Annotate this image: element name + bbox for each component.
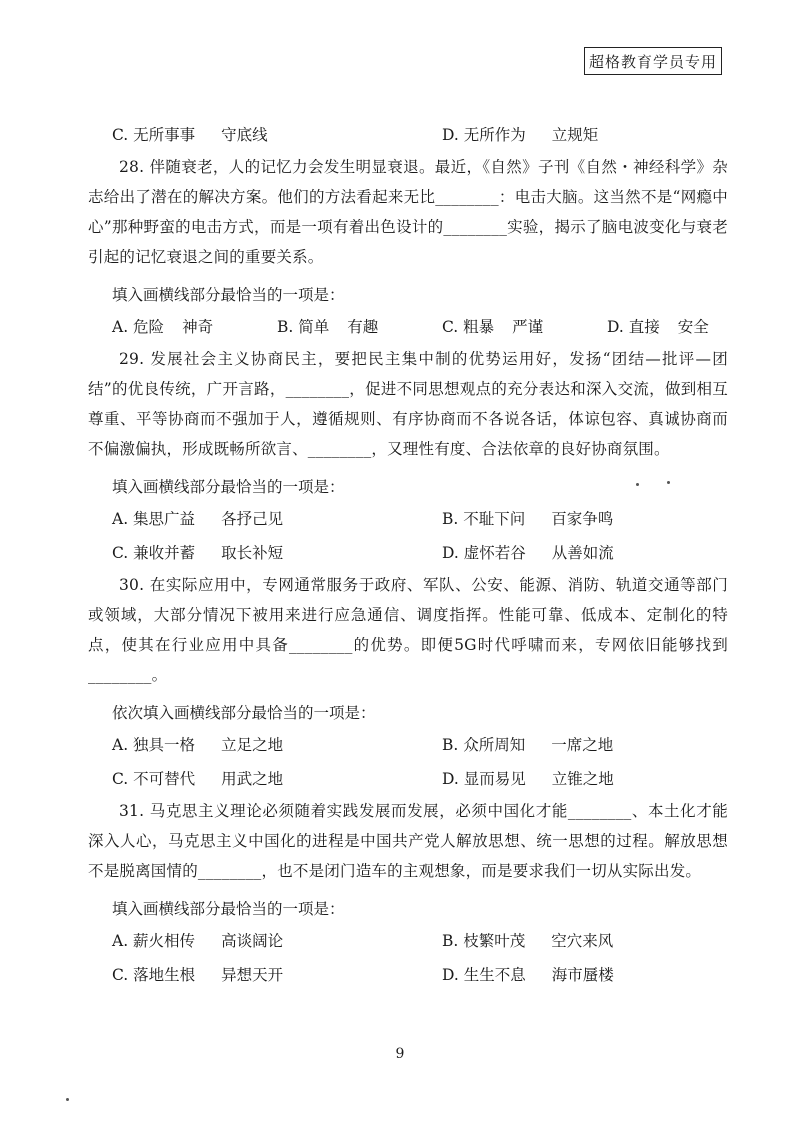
option-item bbox=[442, 536, 752, 570]
option-item bbox=[442, 958, 752, 992]
option-second-word: 各抒己见 bbox=[221, 510, 284, 528]
option-list bbox=[112, 310, 728, 344]
option-item bbox=[112, 536, 442, 570]
scan-speck bbox=[66, 1098, 69, 1101]
option-second-word: 立足之地 bbox=[221, 736, 284, 754]
option-label: B. 众所周知 bbox=[442, 736, 526, 754]
question-block bbox=[88, 796, 728, 992]
option-second-word: 有趣 bbox=[347, 318, 379, 336]
question-block bbox=[88, 344, 728, 570]
option-item bbox=[442, 924, 752, 958]
option-label: D. 生生不息 bbox=[442, 966, 526, 984]
option-list bbox=[112, 118, 728, 152]
option-item bbox=[112, 310, 277, 344]
option-label: D. 虚怀若谷 bbox=[442, 544, 526, 562]
option-label: B. 简单 bbox=[277, 318, 330, 336]
option-item bbox=[442, 502, 752, 536]
option-second-word: 取长补短 bbox=[221, 544, 284, 562]
option-item bbox=[277, 310, 442, 344]
option-second-word: 一席之地 bbox=[551, 736, 614, 754]
option-label: D. 无所作为 bbox=[442, 126, 526, 144]
question-block bbox=[88, 152, 728, 344]
option-list bbox=[112, 924, 728, 992]
option-item bbox=[442, 728, 752, 762]
option-second-word: 立规矩 bbox=[551, 126, 599, 144]
option-label: C. 粗暴 bbox=[442, 318, 495, 336]
option-list bbox=[112, 502, 728, 570]
option-second-word: 守底线 bbox=[221, 126, 268, 144]
option-second-word: 异想天开 bbox=[221, 966, 284, 984]
scan-speck bbox=[636, 483, 639, 486]
question-block bbox=[88, 570, 728, 796]
option-item bbox=[442, 118, 752, 152]
option-label: D. 直接 bbox=[607, 318, 660, 336]
question-stem: 28. 伴随衰老，人的记忆力会发生明显衰退。最近，《自然》子刊《自然・神经科学》杂志给出了潜在的解决方案。他们的方法看起来无比________：电击大脑。这当然不是“网瘾中心”那种野蛮的电击方式，而是一项有着出色设计的________实验，揭示了脑电波变化与衰老引起的记忆衰退之间的重要关系。 bbox=[88, 158, 728, 266]
question-stem: 29. 发展社会主义协商民主，要把民主集中制的优势运用好，发扬“团结—批评—团结”的优良传统，广开言路，________，促进不同思想观点的充分表达和深入交流，做到相互尊重、平等协商而不强加于人，遵循规则、有序协商而不各说各话，体谅包容、真诚协商而不偏激偏执，形成既畅所欲言、________，又理性有度、合法依章的良好协商氛围。 bbox=[88, 350, 728, 458]
question-prompt: 填入画横线部分最恰当的一项是： bbox=[112, 286, 345, 304]
question-stem: 30. 在实际应用中，专网通常服务于政府、军队、公安、能源、消防、轨道交通等部门或领域，大部分情况下被用来进行应急通信、调度指挥。性能可靠、低成本、定制化的特点，使其在行业应用中具备________的优势。即便5G时代呼啸而来，专网依旧能够找到________。 bbox=[88, 576, 728, 684]
option-second-word: 从善如流 bbox=[551, 544, 614, 562]
option-item bbox=[112, 502, 442, 536]
option-item bbox=[442, 310, 607, 344]
option-second-word: 海市蜃楼 bbox=[551, 966, 614, 984]
option-second-word: 百家争鸣 bbox=[551, 510, 614, 528]
option-label: A. 危险 bbox=[112, 318, 165, 336]
option-label: C. 无所事事 bbox=[112, 126, 196, 144]
option-label: C. 落地生根 bbox=[112, 966, 196, 984]
option-item bbox=[112, 762, 442, 796]
option-second-word: 空穴来风 bbox=[551, 932, 614, 950]
option-item bbox=[112, 728, 442, 762]
option-label: A. 集思广益 bbox=[112, 510, 196, 528]
option-label: B. 不耻下问 bbox=[442, 510, 526, 528]
page-number: 9 bbox=[395, 1046, 405, 1062]
option-label: A. 薪火相传 bbox=[112, 932, 196, 950]
option-second-word: 神奇 bbox=[182, 318, 214, 336]
option-label: C. 不可替代 bbox=[112, 770, 196, 788]
option-item bbox=[607, 310, 752, 344]
option-label: C. 兼收并蓄 bbox=[112, 544, 196, 562]
question-content bbox=[88, 118, 728, 992]
question-prompt: 填入画横线部分最恰当的一项是： bbox=[112, 900, 345, 918]
option-item bbox=[112, 958, 442, 992]
header-tag: 超格教育学员专用 bbox=[584, 47, 722, 75]
option-second-word: 严谨 bbox=[512, 318, 544, 336]
option-list bbox=[112, 728, 728, 796]
option-label: A. 独具一格 bbox=[112, 736, 196, 754]
option-item bbox=[112, 924, 442, 958]
question-prompt: 填入画横线部分最恰当的一项是： bbox=[112, 478, 345, 496]
option-item bbox=[112, 118, 442, 152]
question-prompt: 依次填入画横线部分最恰当的一项是： bbox=[112, 704, 376, 722]
option-second-word: 高谈阔论 bbox=[221, 932, 284, 950]
option-second-word: 安全 bbox=[677, 318, 709, 336]
scan-speck bbox=[667, 481, 670, 484]
option-second-word: 立锥之地 bbox=[551, 770, 614, 788]
option-second-word: 用武之地 bbox=[221, 770, 284, 788]
option-label: D. 显而易见 bbox=[442, 770, 526, 788]
option-item bbox=[442, 762, 752, 796]
question-stem: 31. 马克思主义理论必须随着实践发展而发展，必须中国化才能________、本土化才能深入人心，马克思主义中国化的进程是中国共产党人解放思想、统一思想的过程。解放思想不是脱离国情的________，也不是闭门造车的主观想象，而是要求我们一切从实际出发。 bbox=[88, 802, 728, 880]
option-label: B. 枝繁叶茂 bbox=[442, 932, 526, 950]
